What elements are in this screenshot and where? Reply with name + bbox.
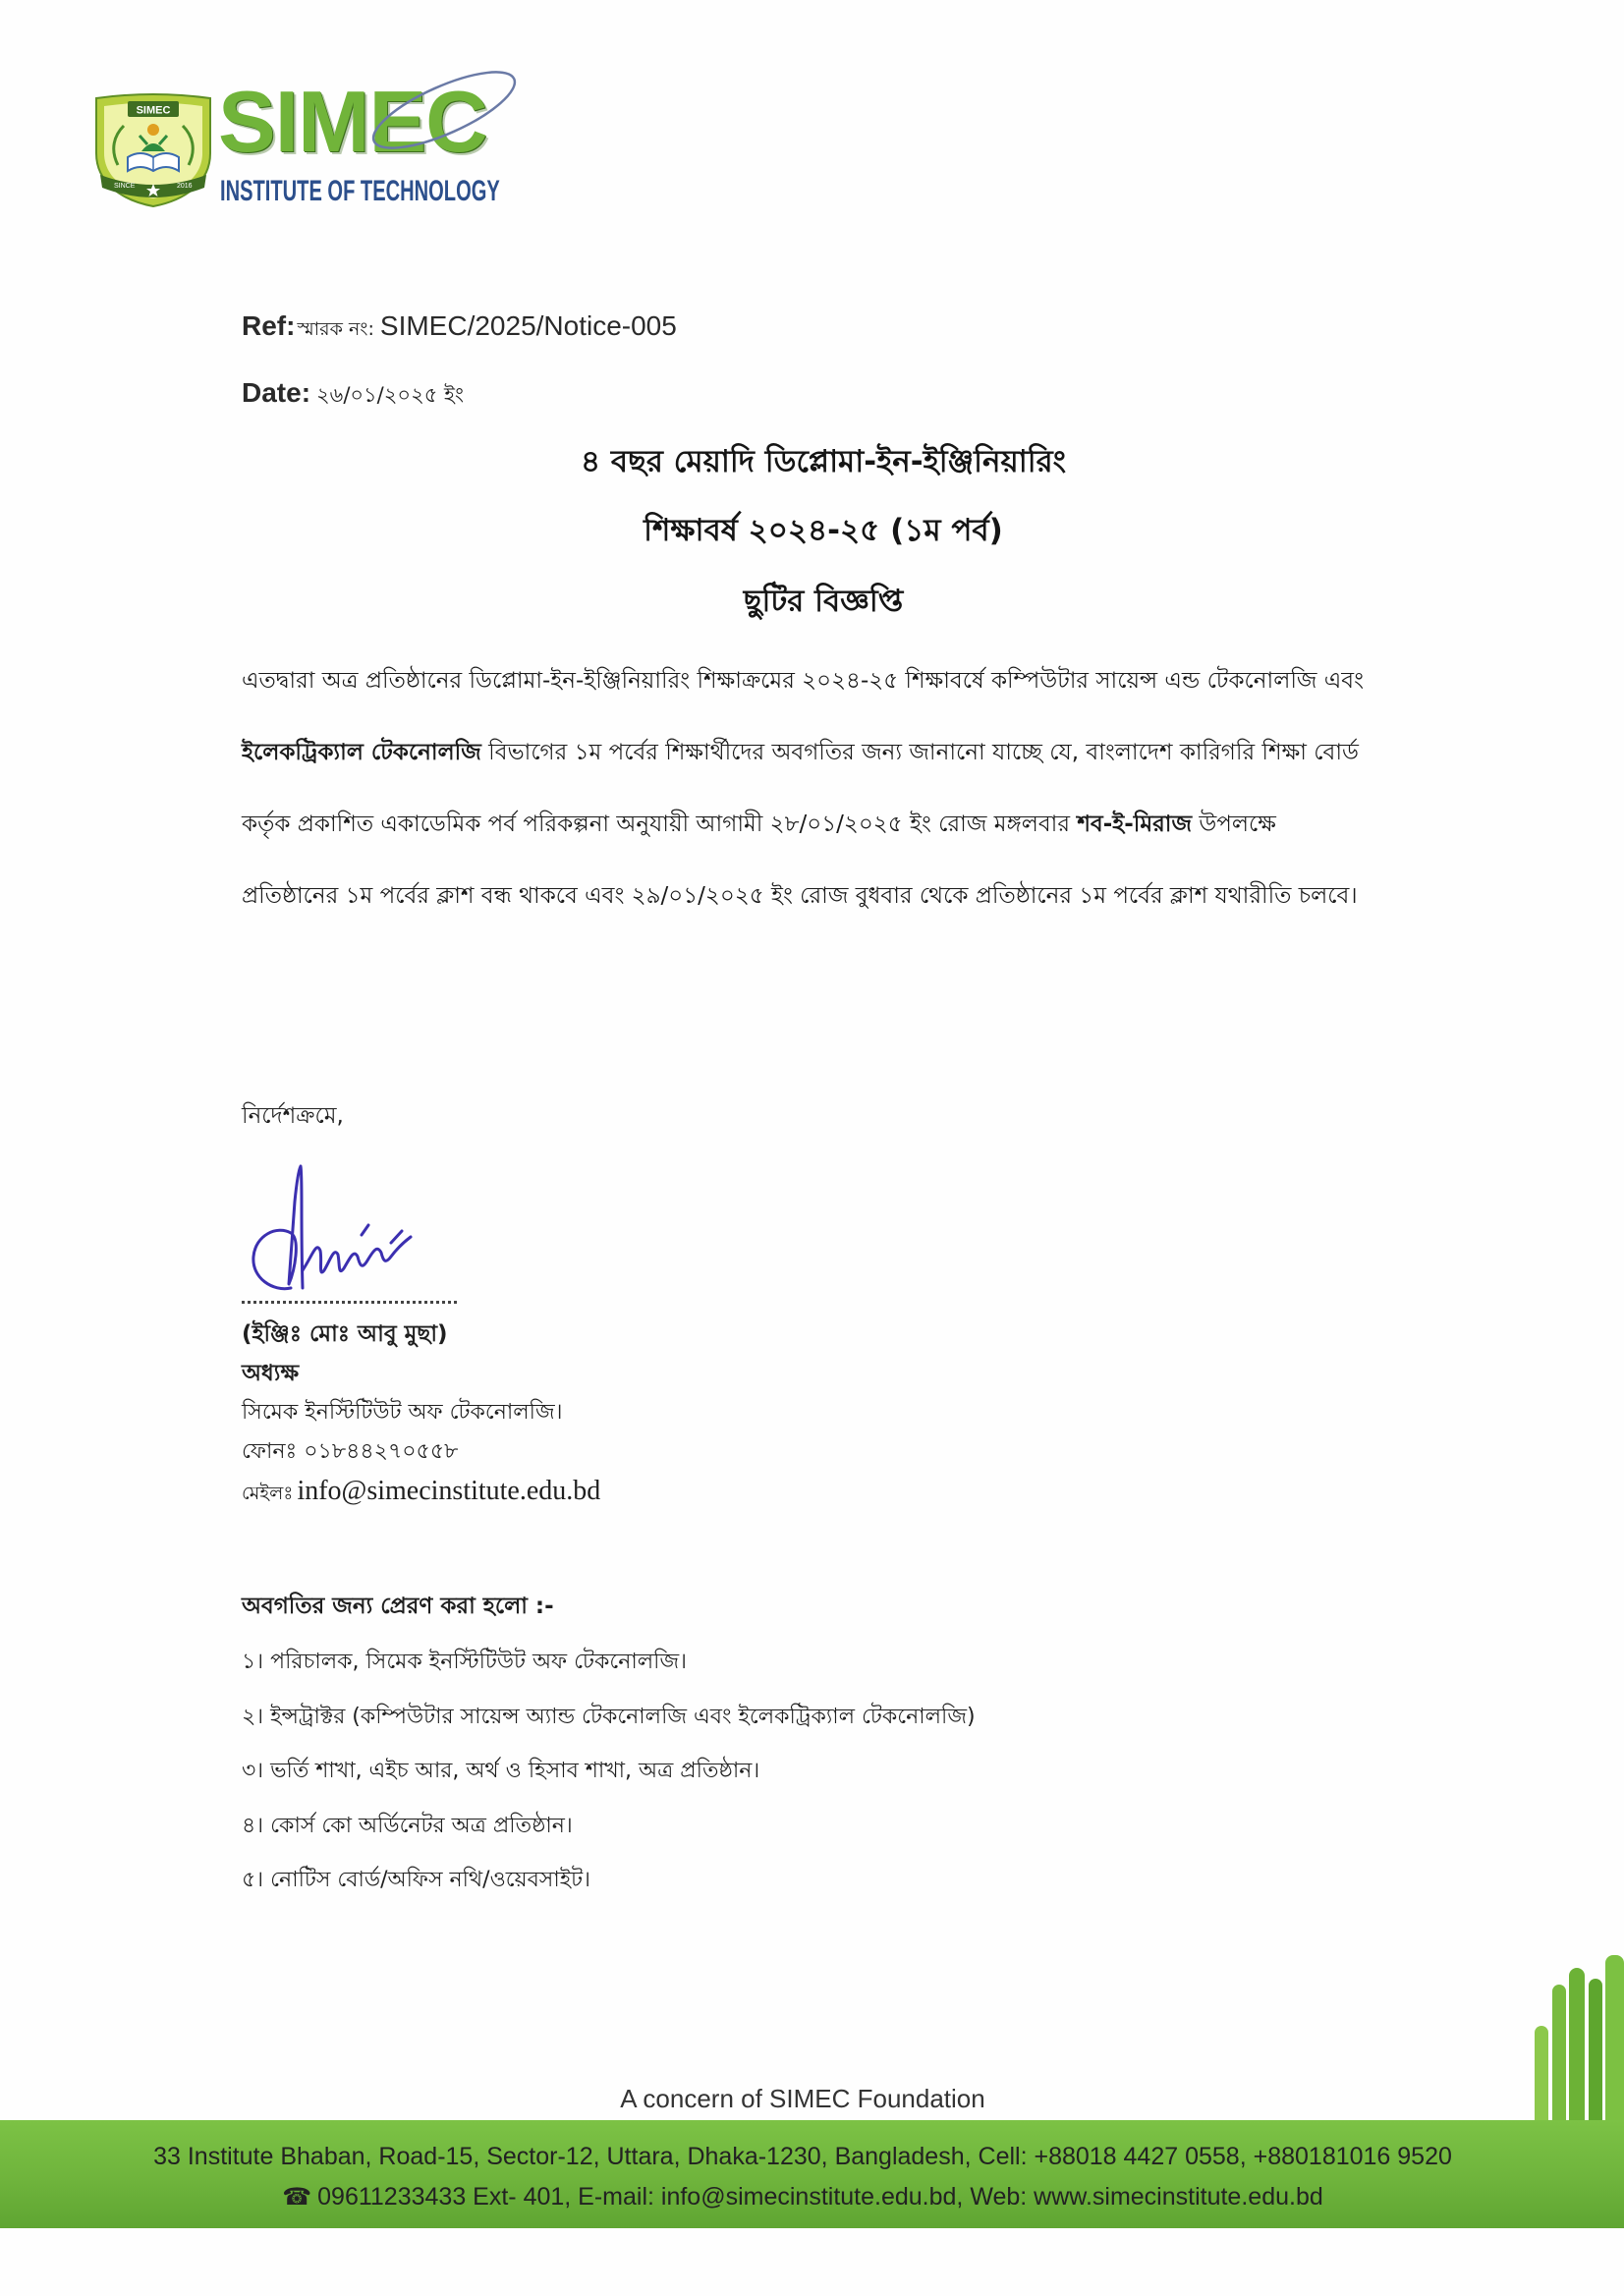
signatory-phone: ফোনঃ ০১৮৪৪২৭০৫৫৮ <box>242 1439 459 1464</box>
date-value: ২৬/০১/২০২৫ ইং <box>316 383 464 407</box>
body-bold-department: ইলেকট্রিক্যাল টেকনোলজি <box>242 740 481 765</box>
signatory-block <box>242 1315 600 1513</box>
signatory-institute: সিমেক ইনস্টিটিউট অফ টেকনোলজি। <box>242 1400 563 1425</box>
phone-icon <box>282 2183 311 2211</box>
foundation-tagline: A concern of SIMEC Foundation <box>620 2084 985 2113</box>
logo-swoosh-icon <box>350 43 542 175</box>
ref-bn-label: স্মারক নং: <box>297 318 374 340</box>
mail-address: info@simecinstitute.edu.bd <box>297 1476 601 1506</box>
logo-wordmark: SIMEC <box>218 73 487 170</box>
signatory-mail <box>242 1472 600 1513</box>
body-text-segment: বিভাগের ১ম পর্বের শিক্ষার্থীদের অবগতির জন্য জানানো যাচ্ছে যে, বাংলাদেশ কারিগরি শিক্ষা বোর্ড <box>488 740 1359 765</box>
body-line: প্রতিষ্ঠানের ১ম পর্বের ক্লাশ বন্ধ থাকবে এবং ২৯/০১/২০২৫ ইং রোজ বুধবার থেকে প্রতিষ্ঠানের ১ম পর্বের ক্লাশ যথারীতি চলবে। <box>242 883 1358 909</box>
list-item: ৪। কোর্স কো অর্ডিনেটর অত্র প্রতিষ্ঠান। <box>242 1813 573 1838</box>
shield-emblem-icon <box>92 92 214 208</box>
body-text-segment: উপলক্ষে <box>1199 812 1276 837</box>
mail-label: মেইলঃ <box>242 1483 294 1504</box>
body-line: এতদ্বারা অত্র প্রতিষ্ঠানের ডিপ্লোমা-ইন-ইঞ্জিনিয়ারিং শিক্ষাক্রমের ২০২৪-২৫ শিক্ষাবর্ষে কম্পিউটার সায়েন্স এন্ড টেকনোলজি এবং <box>242 668 1364 694</box>
date-label: Date: <box>242 377 311 408</box>
ref-line <box>242 307 677 350</box>
signatory-name: (ইঞ্জিঃ মোঃ আবু মুছা) <box>242 1321 448 1347</box>
distribution-list <box>242 1635 976 1908</box>
body-text-segment: কর্তৃক প্রকাশিত একাডেমিক পর্ব পরিকল্পনা অনুযায়ী আগামী ২৮/০১/২০২৫ ইং রোজ মঙ্গলবার <box>242 812 1071 837</box>
footer-contact-line <box>0 2182 1605 2212</box>
notice-heading-program: ৪ বছর মেয়াদি ডিপ্লোমা-ইন-ইঞ্জিনিয়ারিং <box>580 444 1066 479</box>
footer-band <box>0 2120 1624 2228</box>
notice-heading-session: শিক্ষাবর্ষ ২০২৪-২৫ (১ম পর্ব) <box>644 513 1003 548</box>
footer-contact: 09611233433 Ext- 401, E-mail: info@simecinstitute.edu.bd, Web: www.simecinstitute.edu.bd <box>317 2183 1323 2211</box>
body-line <box>242 789 1435 861</box>
decorative-bar <box>1605 1955 1624 2120</box>
ref-label: Ref: <box>242 310 296 341</box>
notice-heading-title: ছুটির বিজ্ঞপ্তি <box>743 584 904 619</box>
emblem-year-text: 2016 <box>177 183 193 190</box>
signature-line <box>242 1301 457 1304</box>
list-item: ৩। ভর্তি শাখা, এইচ আর, অর্থ ও হিসাব শাখা, অত্র প্রতিষ্ঠান। <box>242 1759 760 1783</box>
list-item: ২। ইন্সট্রাক্টর (কম্পিউটার সায়েন্স অ্যান্ড টেকনোলজি এবং ইলেকট্রিক্যাল টেকনোলজি) <box>242 1704 976 1729</box>
body-bold-occasion: শব-ই-মিরাজ <box>1077 812 1193 837</box>
by-order-text: নির্দেশক্রমে, <box>242 1103 344 1129</box>
list-item: ৫। নোটিস বোর্ড/অফিস নথি/ওয়েবসাইট। <box>242 1868 591 1892</box>
footer-address: 33 Institute Bhaban, Road-15, Sector-12, Uttara, Dhaka-1230, Bangladesh, Cell: +88018 4427 0558, +880181016 9520 <box>153 2143 1452 2170</box>
list-item: ১। পরিচালক, সিমেক ইনস্টিটিউট অফ টেকনোলজি। <box>242 1650 688 1674</box>
distribution-heading: অবগতির জন্য প্রেরণ করা হলো :- <box>242 1594 554 1619</box>
ref-number: SIMEC/2025/Notice-005 <box>379 310 677 341</box>
handwritten-signature <box>244 1162 420 1305</box>
logo-subtitle: INSTITUTE OF TECHNOLOGY <box>220 175 500 207</box>
signatory-designation: অধ্যক্ষ <box>242 1361 300 1386</box>
emblem-since-text: SINCE <box>114 183 136 190</box>
notice-body <box>242 645 1435 932</box>
emblem-top-text: SIMEC <box>136 104 171 117</box>
date-line <box>242 373 464 417</box>
body-line <box>242 717 1435 789</box>
